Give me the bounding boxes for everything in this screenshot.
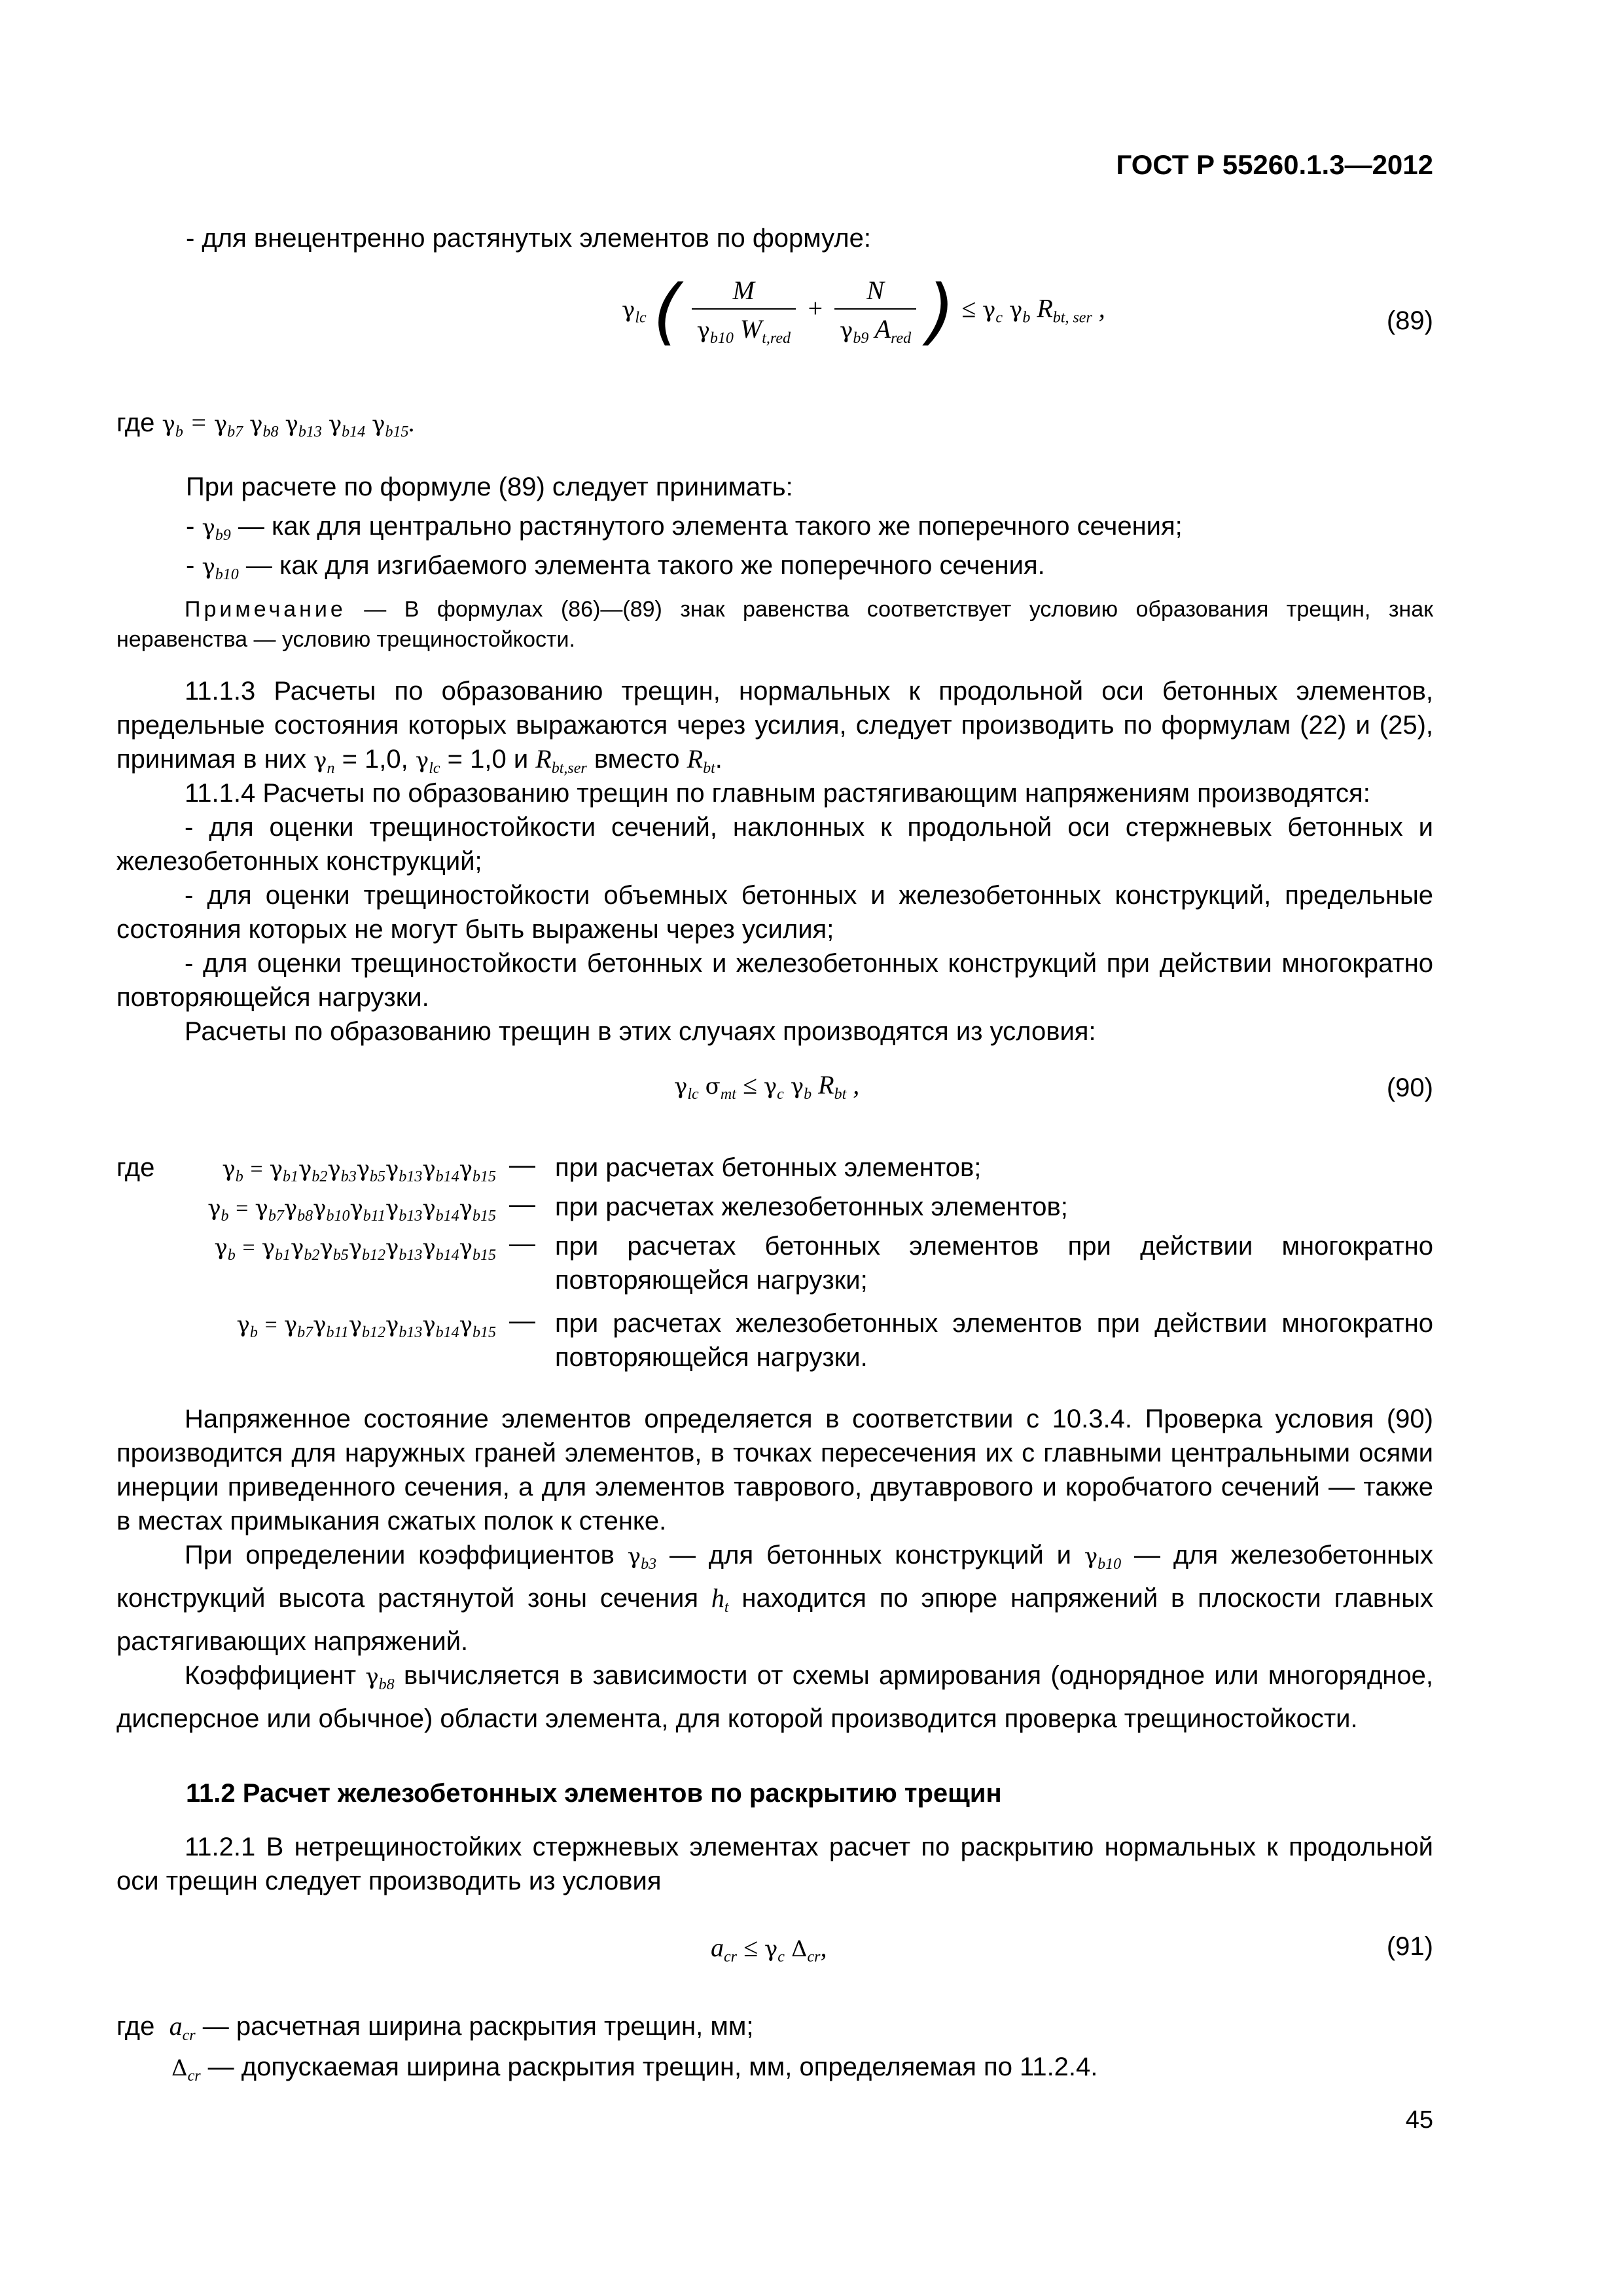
gamma-b-concrete-desc: при расчетах бетонных элементов; <box>555 1153 982 1182</box>
bullet-3: - для оценки трещиностойкости бетонных и железобетонных конструкций при действии многократно повторяющейся нагрузки. <box>116 949 1433 1012</box>
equation-91: $a_{cr} \le \gamma_c$ $\Delta_{cr}$, <box>711 1933 827 1965</box>
condition-intro: Расчеты по образованию трещин в этих случаях производятся из условия: <box>185 1017 1096 1046</box>
intro-line: - для внецентренно растянутых элементов по формуле: <box>186 224 871 253</box>
gamma-b-reinforced-desc: при расчетах железобетонных элементов; <box>555 1193 1068 1221</box>
gamma-b-concrete-cyclic: $\gamma_b = \gamma_{b1}\gamma_{b2}\gamma_{b5}\gamma_{b12}\gamma_{b13}\gamma_{b14}\gamma_{b15}$ <box>214 1234 496 1264</box>
bullet-1: - для оценки трещиностойкости сечений, наклонных к продольной оси стержневых бетонных и железобетонных конструкций; <box>116 813 1433 876</box>
dash-4: — <box>509 1306 535 1335</box>
section-heading-11-2: 11.2 Расчет железобетонных элементов по раскрытию трещин <box>186 1779 1002 1808</box>
dash-1: — <box>509 1151 535 1179</box>
dash-3: — <box>509 1229 535 1258</box>
dash-2: — <box>509 1190 535 1219</box>
equation-89-number: (89) <box>1386 306 1433 335</box>
bullet-2: - для оценки трещиностойкости объемных бетонных и железобетонных конструкций, предельные состояния которых не могут быть выражены через усилия; <box>116 881 1433 944</box>
gamma-b-concrete-cyclic-desc: при расчетах бетонных элементов при действии многократно повторяющейся нагрузки; <box>555 1232 1433 1295</box>
equation-89: $\gamma_{lc}$ ( $\frac{M}{\gamma_{b10} W_{t,red}}$ + $\frac{N}{\gamma_{b9} A_{red}}$ ) ≤ $\gamma_c$ $\gamma_b$ $R_{bt, ser}$ , <box>622 269 1105 353</box>
page-number: 45 <box>1405 2106 1433 2134</box>
document-code: ГОСТ Р 55260.1.3—2012 <box>1116 149 1433 180</box>
equation-90-number: (90) <box>1386 1073 1433 1102</box>
paragraph-11-2-1: 11.2.1 В нетрещиностойких стержневых элементах расчет по раскрытию нормальных к продольной оси трещин следует производить из условия <box>116 1833 1433 1895</box>
where-delta-cr: $\Delta_{cr}$ — допускаемая ширина раскрытия трещин, мм, определяемая по 11.2.4. <box>171 2053 1098 2085</box>
rule-gamma-b10: - $\gamma_{b10}$ — как для изгибаемого элемента такого же поперечного сечения. <box>186 551 1045 583</box>
note: Примечание — В формулах (86)—(89) знак равенства соответствует условию образования трещин, знак неравенства — условию трещиностойкости. <box>116 597 1433 652</box>
gamma-b-reinforced-cyclic: $\gamma_b = \gamma_{b7}\gamma_{b11}\gamma_{b12}\gamma_{b13}\gamma_{b14}\gamma_{b15}$ <box>236 1312 496 1341</box>
where-acr: где $a_{cr}$ — расчетная ширина раскрытия трещин, мм; <box>116 2011 754 2044</box>
paragraph-11-1-4 <box>116 776 1433 1049</box>
coefficients-paragraph: При определении коэффициентов $\gamma_{b3}$ — для бетонных конструкций и $\gamma_{b10}$ — для железобетонных конструкций высота растянутой зоны сечения $h_t$ находится по эпюре напряжений в плоскости главных растягивающих напряжений. <box>116 1541 1434 1656</box>
stress-state-block <box>116 1402 1433 1736</box>
equation-90: $\gamma_{lc}$ $\sigma_{mt} \le \gamma_c$ $\gamma_b$ $R_{bt}$ , <box>674 1070 860 1103</box>
gamma-b-concrete: $\gamma_b = \gamma_{b1}\gamma_{b2}\gamma_{b3}\gamma_{b5}\gamma_{b13}\gamma_{b14}\gamma_{b15}$ <box>222 1156 496 1185</box>
gamma-b-reinforced: $\gamma_b = \gamma_{b7}\gamma_{b8}\gamma_{b10}\gamma_{b11}\gamma_{b13}\gamma_{b14}\gamma_{b15}$ <box>207 1195 496 1225</box>
paragraph-11-1-4-lead: 11.1.4 Расчеты по образованию трещин по главным растягивающим напряжениям производятся: <box>185 779 1370 808</box>
equation-91-number: (91) <box>1386 1932 1433 1961</box>
gamma-b-reinforced-cyclic-desc: при расчетах железобетонных элементов при действии многократно повторяющейся нагрузки. <box>555 1309 1433 1372</box>
where-gamma-b-89: где $\gamma_b = \gamma_{b7}$ $\gamma_{b8}$ $\gamma_{b13}$ $\gamma_{b14}$ $\gamma_{b15}$. <box>116 408 416 440</box>
rules-intro: При расчете по формуле (89) следует принимать: <box>186 473 793 501</box>
stress-state-paragraph: Напряженное состояние элементов определяется в соответствии с 10.3.4. Проверка условия (90) производится для наружных граней элементов, в точках пересечения их с главными центральными осями инерции приведенного сечения, а для элементов таврового, двутаврового и коробчатого сечений — также в местах примыкания сжатых полок к стенке. <box>116 1405 1433 1535</box>
where-word-90: где <box>116 1153 155 1182</box>
coefficient-b8-paragraph: Коэффициент $\gamma_{b8}$ вычисляется в зависимости от схемы армирования (однорядное или многорядное, дисперсное или обычное) области элемента, для которой производится проверка трещиностойкости. <box>116 1661 1433 1733</box>
rule-gamma-b9: - $\gamma_{b9}$ — как для центрально растянутого элемента такого же поперечного сечения; <box>186 512 1183 544</box>
paragraph-11-1-3: 11.1.3 Расчеты по образованию трещин, нормальных к продольной оси бетонных элементов, предельные состояния которых выражаются через усилия, следует производить по формулам (22) и (25), принимая в них $\gamma_n = 1,0$, $\gamma_{lc} = 1,0$ и $R_{bt,ser}$ вместо $R_{bt}$. <box>116 677 1433 777</box>
